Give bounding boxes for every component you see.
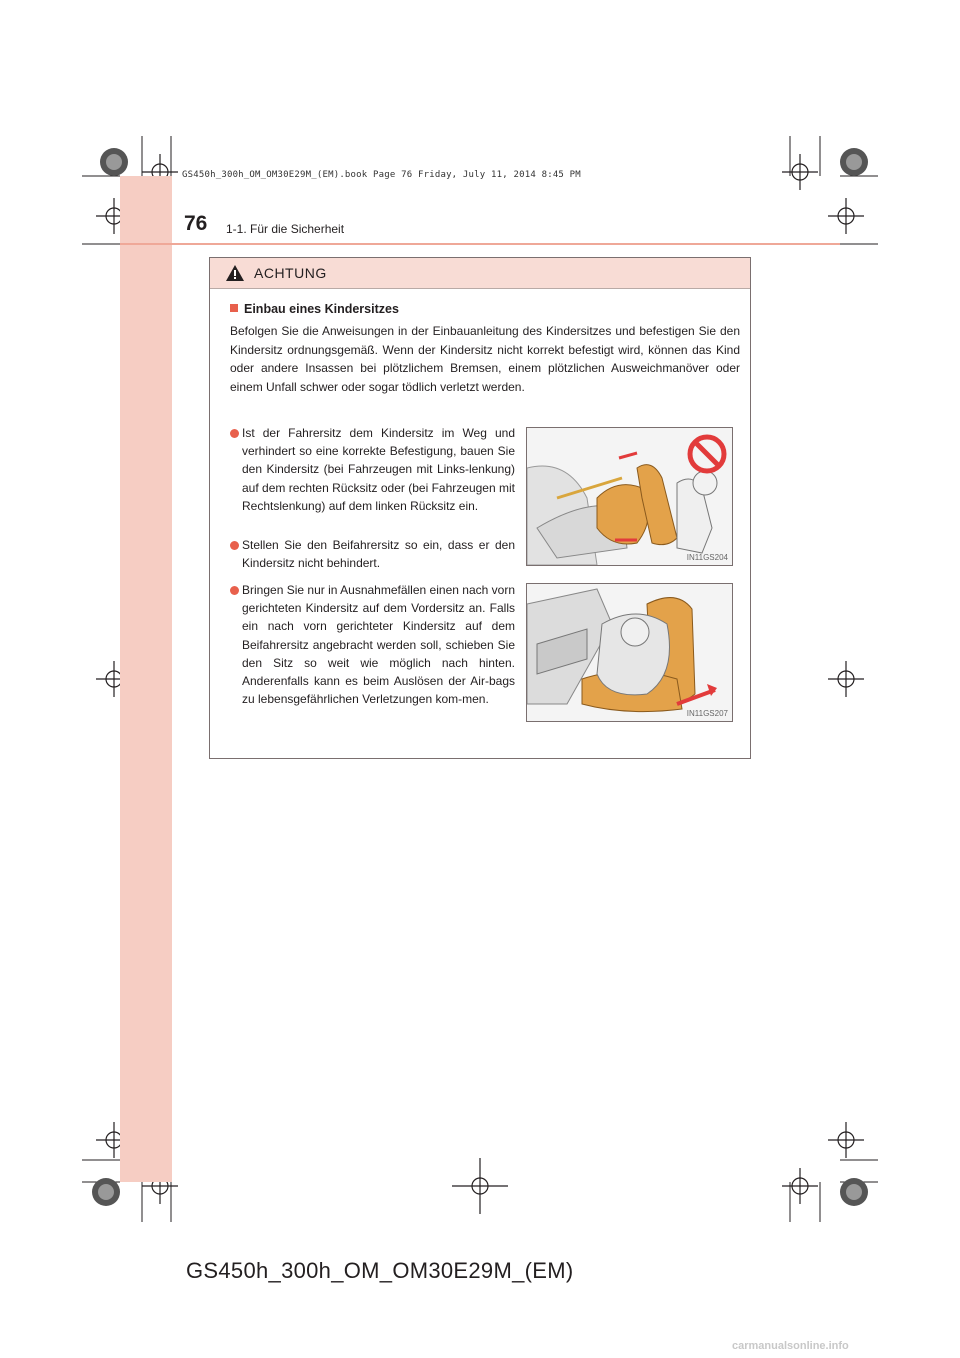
section-title: 1-1. Für die Sicherheit <box>226 222 345 236</box>
list-item: Bringen Sie nur in Ausnahmefällen einen nach vorn gerichteten Kindersitz auf dem Vordersitz an. Falls ein nach vorn gerichteter Kindersitz auf dem Beifahrersitz angebracht werden soll, schieben Sie den Sitz so weit wie möglich nach hinten. Anderenfalls kann es beim Auslösen der Air-bags zu lebensgefährlichen Verletzungen kom-men. <box>230 581 515 708</box>
list-item: Stellen Sie den Beifahrersitz so ein, dass er den Kindersitz nicht behindert. <box>230 536 515 572</box>
car-seat-illustration <box>527 428 732 565</box>
watermark: carmanualsonline.info <box>732 1340 849 1352</box>
document-id: GS450h_300h_OM_OM30E29M_(EM) <box>186 1258 574 1283</box>
page-number: 76 <box>184 212 208 235</box>
bullet-dot-icon <box>230 541 239 550</box>
illustration-code: IN11GS207 <box>686 709 728 718</box>
warning-triangle-icon <box>226 265 244 281</box>
square-bullet-icon <box>230 304 238 312</box>
front-seat-illustration <box>527 584 732 721</box>
bullet-dot-icon <box>230 586 239 595</box>
illustration-code: IN11GS204 <box>686 553 728 562</box>
section-heading: Einbau eines Kindersitzes <box>230 302 399 316</box>
illustration-passenger-seat <box>526 583 733 722</box>
warning-box <box>209 257 751 759</box>
bullet-dot-icon <box>230 429 239 438</box>
illustration-driver-seat <box>526 427 733 566</box>
book-info: GS450h_300h_OM_OM30E29M_(EM).book Page 76 Friday, July 11, 2014 8:45 PM <box>182 170 581 180</box>
header-rule <box>120 243 840 245</box>
warning-header <box>210 258 750 289</box>
page-sidebar-tab <box>120 176 172 1182</box>
intro-paragraph: Befolgen Sie die Anweisungen in der Einbauanleitung des Kindersitzes und befestigen Sie den Kindersitz ordnungsgemäß. Wenn der Kindersitz nicht korrekt befestigt wird, können das Kind oder andere Insassen bei plötzlichem Bremsen, einem plötzlichen Ausweichmanöver oder einem Unfall schwer oder sogar tödlich verletzt werden. <box>230 324 740 394</box>
warning-title: ACHTUNG <box>254 265 327 281</box>
list-item: Ist der Fahrersitz dem Kindersitz im Weg und verhindert so eine korrekte Befestigung, bauen Sie den Kindersitz (bei Fahrzeugen mit Links-lenkung) auf dem rechten Rücksitz oder (bei Fahrzeugen mit Rechtslenkung) auf dem linken Rücksitz ein. <box>230 424 515 515</box>
